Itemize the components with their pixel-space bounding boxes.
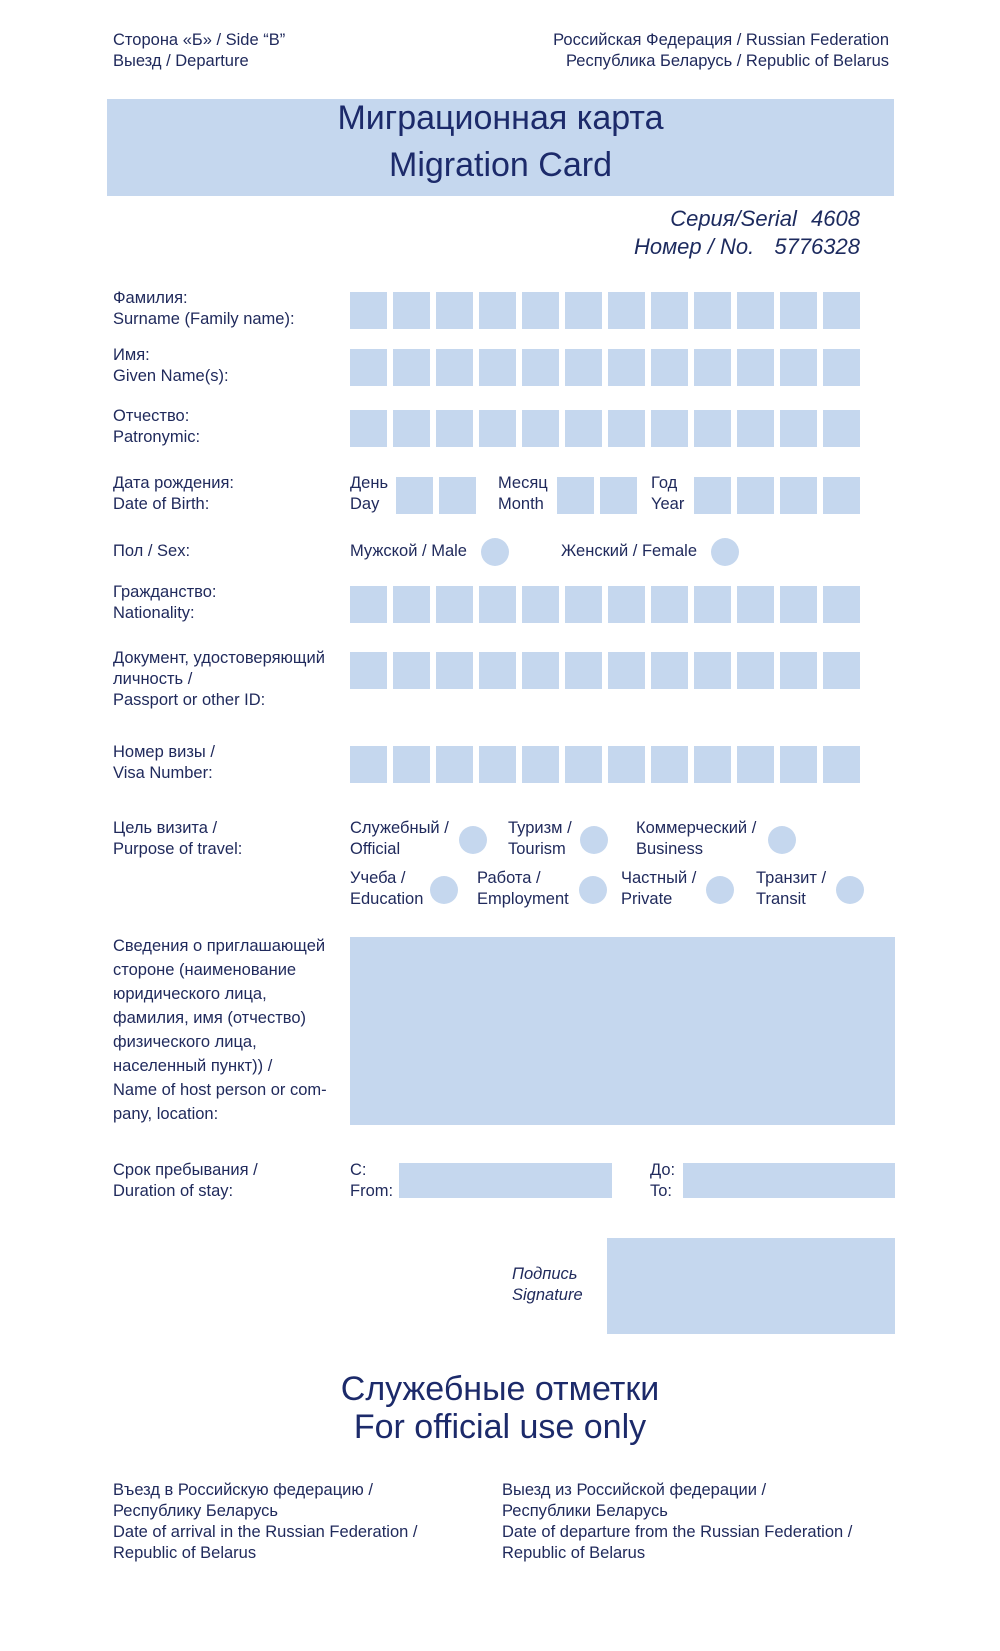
nationality-cell[interactable] (565, 586, 602, 623)
side-label: Сторона «Б» / Side “B” (113, 31, 286, 49)
given-names-cell[interactable] (737, 349, 774, 386)
purpose-education-radio[interactable] (430, 876, 458, 904)
purpose-business-radio[interactable] (768, 826, 796, 854)
surname-cell[interactable] (436, 292, 473, 329)
official-title-ru: Служебные отметки (340, 1370, 660, 1408)
official-arrival: Въезд в Российскую федерацию / Республику Беларусь Date of arrival in the Russian Federation / Republic of Belarus (113, 1481, 418, 1562)
purpose-business-label: Коммерческий / Business (636, 819, 757, 858)
visa-cell[interactable] (350, 746, 387, 783)
surname-cell[interactable] (479, 292, 516, 329)
passport-cell[interactable] (651, 652, 688, 689)
surname-cell[interactable] (393, 292, 430, 329)
passport-cell[interactable] (393, 652, 430, 689)
nationality-cell[interactable] (350, 586, 387, 623)
dob-month-cell[interactable] (600, 477, 637, 514)
given-names-cell[interactable] (780, 349, 817, 386)
duration-to-label: До: To: (650, 1161, 676, 1200)
direction-label: Выезд / Departure (113, 52, 249, 70)
patronymic-cell[interactable] (436, 410, 473, 447)
visa-cell[interactable] (479, 746, 516, 783)
serial-label: Серия/Serial (670, 206, 797, 231)
visa-cell[interactable] (436, 746, 473, 783)
serial-line (670, 206, 860, 232)
nationality-label: Гражданство: Nationality: (113, 583, 217, 622)
patronymic-cell[interactable] (823, 410, 860, 447)
number-value: 5776328 (774, 234, 860, 259)
sex-male-radio[interactable] (481, 538, 509, 566)
passport-cells[interactable] (350, 652, 860, 689)
purpose-tourism-label: Туризм / Tourism (508, 819, 572, 858)
visa-cell[interactable] (608, 746, 645, 783)
duration-to-field[interactable] (683, 1163, 895, 1198)
surname-cell[interactable] (350, 292, 387, 329)
given-names-label: Имя: Given Name(s): (113, 346, 229, 385)
visa-cell[interactable] (651, 746, 688, 783)
passport-cell[interactable] (780, 652, 817, 689)
passport-cell[interactable] (823, 652, 860, 689)
purpose-tourism-radio[interactable] (580, 826, 608, 854)
surname-cell[interactable] (694, 292, 731, 329)
sex-female-label: Женский / Female (561, 542, 697, 560)
nationality-cell[interactable] (823, 586, 860, 623)
passport-cell[interactable] (694, 652, 731, 689)
signature-field[interactable] (607, 1238, 895, 1334)
nationality-cell[interactable] (436, 586, 473, 623)
visa-cell[interactable] (694, 746, 731, 783)
purpose-label: Цель визита / Purpose of travel: (113, 819, 243, 858)
surname-cell[interactable] (522, 292, 559, 329)
purpose-official-label: Служебный / Official (350, 819, 449, 858)
nationality-cells[interactable] (350, 586, 860, 623)
visa-cell[interactable] (565, 746, 602, 783)
sex-male-label: Мужской / Male (350, 542, 467, 560)
duration-label: Срок пребывания / Duration of stay: (113, 1161, 258, 1200)
nationality-cell[interactable] (608, 586, 645, 623)
visa-cell[interactable] (522, 746, 559, 783)
passport-cell[interactable] (522, 652, 559, 689)
host-field[interactable] (350, 937, 895, 1125)
passport-cell[interactable] (479, 652, 516, 689)
number-label: Номер / No. (633, 234, 755, 259)
surname-cell[interactable] (608, 292, 645, 329)
purpose-official-radio[interactable] (459, 826, 487, 854)
purpose-employment-label: Работа / Employment (477, 869, 569, 908)
passport-cell[interactable] (608, 652, 645, 689)
surname-cell[interactable] (737, 292, 774, 329)
dob-day-cell[interactable] (439, 477, 476, 514)
surname-cell[interactable] (651, 292, 688, 329)
dob-label: Дата рождения: Date of Birth: (113, 474, 234, 513)
dob-month-cell[interactable] (557, 477, 594, 514)
given-names-cell[interactable] (479, 349, 516, 386)
country-belarus: Республика Беларусь / Republic of Belarus (566, 52, 889, 70)
title-en: Migration Card (389, 146, 612, 184)
passport-cell[interactable] (737, 652, 774, 689)
patronymic-cells[interactable] (350, 410, 860, 447)
patronymic-cell[interactable] (479, 410, 516, 447)
nationality-cell[interactable] (479, 586, 516, 623)
dob-day-label: День Day (350, 474, 389, 513)
purpose-private-label: Частный / Private (621, 869, 697, 908)
duration-from-field[interactable] (399, 1163, 612, 1198)
number-line (634, 234, 860, 260)
serial-value: 4608 (811, 206, 860, 231)
surname-label: Фамилия: Surname (Family name): (113, 289, 295, 328)
official-departure: Выезд из Российской федерации / Республики Беларусь Date of departure from the Russian Federation / Republic of Belarus (502, 1481, 853, 1562)
given-names-cell[interactable] (694, 349, 731, 386)
purpose-transit-label: Транзит / Transit (756, 869, 827, 908)
patronymic-cell[interactable] (651, 410, 688, 447)
given-names-cell[interactable] (823, 349, 860, 386)
nationality-cell[interactable] (780, 586, 817, 623)
title-ru: Миграционная карта (337, 99, 664, 137)
patronymic-cell[interactable] (350, 410, 387, 447)
given-names-cell[interactable] (608, 349, 645, 386)
visa-cell[interactable] (823, 746, 860, 783)
dob-year-cell[interactable] (780, 477, 817, 514)
sex-female-radio[interactable] (711, 538, 739, 566)
passport-cell[interactable] (565, 652, 602, 689)
surname-cell[interactable] (780, 292, 817, 329)
patronymic-cell[interactable] (608, 410, 645, 447)
nationality-cell[interactable] (694, 586, 731, 623)
passport-label: Документ, удостоверяющий личность / Passport or other ID: (113, 649, 325, 709)
visa-cells[interactable] (350, 746, 860, 783)
patronymic-label: Отчество: Patronymic: (113, 407, 201, 446)
dob-year-cell[interactable] (694, 477, 731, 514)
visa-cell[interactable] (393, 746, 430, 783)
passport-cell[interactable] (436, 652, 473, 689)
nationality-cell[interactable] (393, 586, 430, 623)
patronymic-cell[interactable] (522, 410, 559, 447)
dob-day-cell[interactable] (396, 477, 433, 514)
surname-cells[interactable] (350, 292, 860, 329)
purpose-private-radio[interactable] (706, 876, 734, 904)
dob-month-label: Месяц Month (498, 474, 548, 513)
visa-cell[interactable] (780, 746, 817, 783)
sex-label: Пол / Sex: (113, 542, 191, 560)
host-label: Сведения о приглашающей стороне (наименование юридического лица, фамилия, имя (отчество) физического лица, населенный пункт)) / Name of host person or com- pany, location: (113, 937, 327, 1123)
nationality-cell[interactable] (737, 586, 774, 623)
patronymic-cell[interactable] (393, 410, 430, 447)
purpose-education-label: Учеба / Education (350, 869, 424, 908)
given-names-cells[interactable] (350, 349, 860, 386)
given-names-cell[interactable] (522, 349, 559, 386)
given-names-cell[interactable] (436, 349, 473, 386)
dob-year-cell[interactable] (737, 477, 774, 514)
given-names-cell[interactable] (565, 349, 602, 386)
signature-label: Подпись Signature (512, 1265, 583, 1304)
nationality-cell[interactable] (522, 586, 559, 623)
official-title-en: For official use only (353, 1408, 647, 1446)
given-names-cell[interactable] (651, 349, 688, 386)
visa-label: Номер визы / Visa Number: (113, 743, 215, 782)
purpose-employment-radio[interactable] (579, 876, 607, 904)
given-names-cell[interactable] (393, 349, 430, 386)
patronymic-cell[interactable] (780, 410, 817, 447)
dob-year-cell[interactable] (823, 477, 860, 514)
patronymic-cell[interactable] (737, 410, 774, 447)
patronymic-cell[interactable] (694, 410, 731, 447)
nationality-cell[interactable] (651, 586, 688, 623)
patronymic-cell[interactable] (565, 410, 602, 447)
dob-year-label: Год Year (651, 474, 685, 513)
surname-cell[interactable] (823, 292, 860, 329)
purpose-transit-radio[interactable] (836, 876, 864, 904)
country-russia: Российская Федерация / Russian Federation (553, 31, 889, 49)
surname-cell[interactable] (565, 292, 602, 329)
passport-cell[interactable] (350, 652, 387, 689)
visa-cell[interactable] (737, 746, 774, 783)
duration-from-label: С: From: (350, 1161, 394, 1200)
given-names-cell[interactable] (350, 349, 387, 386)
